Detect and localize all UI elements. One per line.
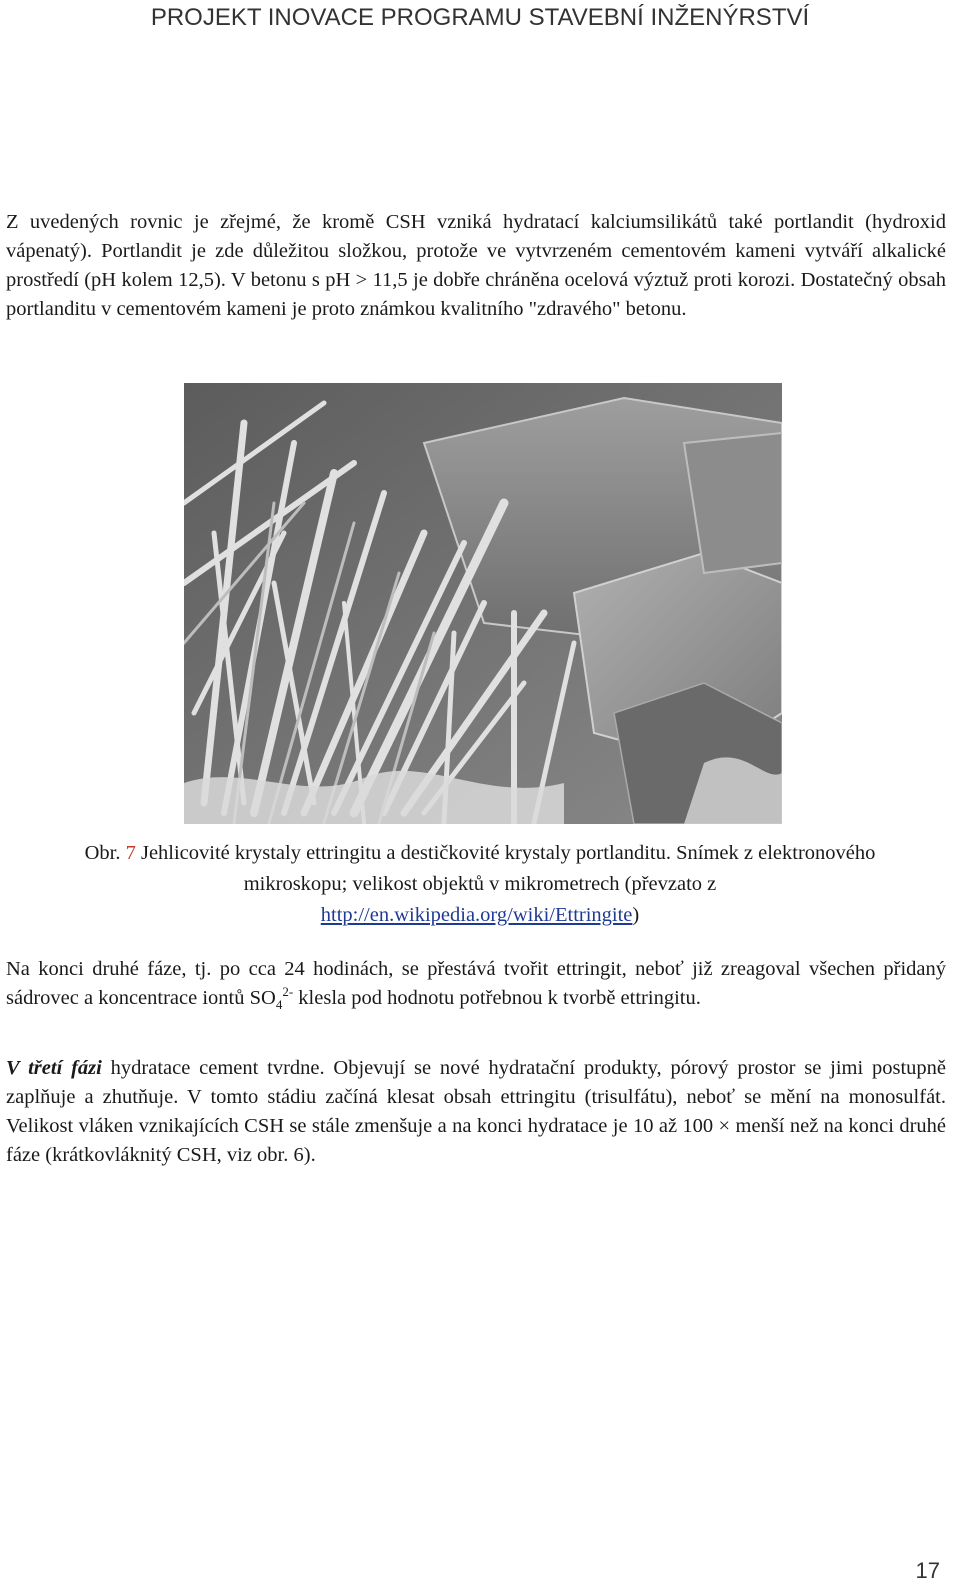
caption-number: 7 [125,842,136,864]
third-phase-emphasis: V třetí fázi [6,1057,102,1079]
page-header-title: PROJEKT INOVACE PROGRAMU STAVEBNÍ INŽENÝRSTVÍ [150,4,810,31]
page-number: 17 [915,1558,940,1583]
paragraph-portlandit: Z uvedených rovnic je zřejmé, že kromě CSH vzniká hydratací kalciumsilikátů také portlandit (hydroxid vápenatý). Portlandit je zde důležitou složkou, protože ve vytvrzeném cementovém kameni vytváří alkalické prostředí (pH kolem 12,5). V betonu s pH > 11,5 je dobře chráněna ocelová výztuž proti korozi. Dostatečný obsah portlanditu v cementovém kameni je proto známkou kvalitního "zdravého" betonu. [6,211,946,320]
so4-subscript: 4 [275,997,283,1013]
caption-suffix: ) [632,904,640,926]
figure-caption [60,838,900,931]
caption-source-link[interactable]: http://en.wikipedia.org/wiki/Ettringite [320,904,633,926]
sem-micrograph-image [184,383,782,824]
caption-text: Jehlicovité krystaly ettringitu a destičkovité krystaly portlanditu. Snímek z elektronového mikroskopu; velikost objektů v mikrometrech (převzato z [140,842,876,895]
paragraph3-text: hydratace cement tvrdne. Objevují se nové hydratační produkty, pórový prostor se jimi postupně zaplňuje a zhutňuje. V tomto stádiu začíná klesat obsah ettringitu (trisulfátu), neboť se mění na monosulfát. Velikost vláken vznikajících CSH se stále zmenšuje a na konci hydratace je 10 až 100 × menší než na konci druhé fáze (krátkovláknitý CSH, viz obr. 6). [6,1057,946,1166]
paragraph2-text-end: klesla pod hodnotu potřebnou k tvorbě ettringitu. [293,987,701,1009]
paragraph2-text: Na konci druhé fáze, tj. po cca 24 hodinách, se přestává tvořit ettringit, neboť již zreagoval všechen přidaný sádrovec a koncentrace iontů SO [6,958,946,1009]
paragraph-second-phase [6,955,946,1013]
paragraph-third-phase [6,1054,946,1170]
so4-superscript: 2- [282,984,294,1000]
caption-prefix: Obr. [84,842,121,864]
